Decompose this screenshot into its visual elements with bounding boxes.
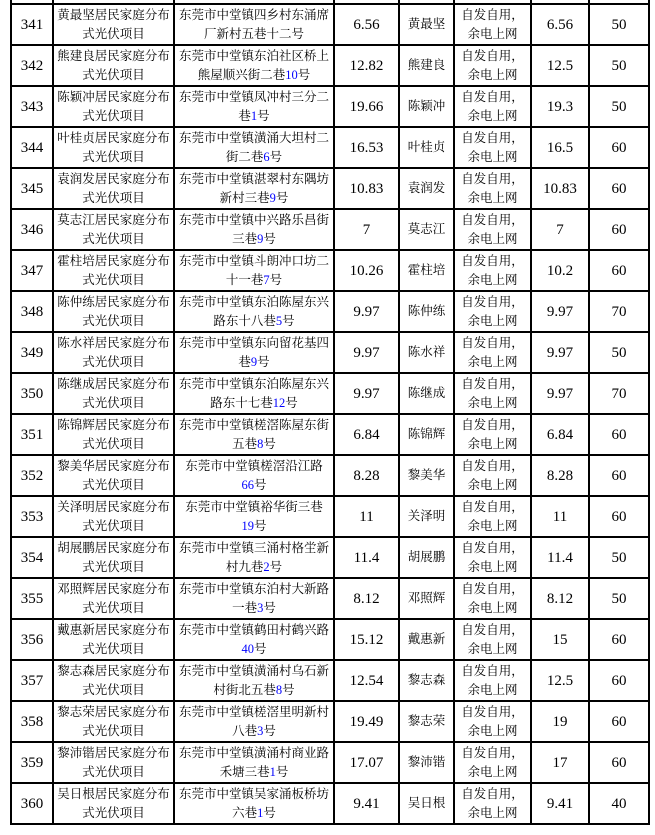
- mode-cell: [454, 209, 531, 250]
- mode-line2: 余电上网: [467, 477, 518, 492]
- grid-capacity-cell: 6.56: [531, 4, 589, 45]
- mode-cell: [454, 578, 531, 619]
- grid-capacity-cell: 12.5: [531, 660, 589, 701]
- owner-name-cell: 陈继成: [399, 373, 454, 414]
- value-cell: 60: [589, 496, 649, 537]
- value-cell: 60: [589, 250, 649, 291]
- index-cell: 352: [11, 455, 53, 496]
- mode-cell: [454, 701, 531, 742]
- address-house-number: [257, 232, 276, 246]
- address-cell: [174, 45, 334, 86]
- address-number-suffix: 号: [263, 600, 276, 615]
- value-cell: 60: [589, 168, 649, 209]
- address-cell: [174, 332, 334, 373]
- mode-cell: [454, 332, 531, 373]
- table-body: [11, 0, 649, 824]
- address-cell: [174, 578, 334, 619]
- grid-capacity-cell: 9.97: [531, 332, 589, 373]
- address-text: 东莞市中堂镇槎滘沿江路: [185, 458, 323, 473]
- value-cell: 60: [589, 414, 649, 455]
- address-text: 东莞市中堂镇中兴路乐昌街三巷: [178, 212, 329, 246]
- address-number-text: 8: [257, 436, 264, 451]
- address-text: 东莞市中堂镇槎滘里明新村八巷: [178, 704, 329, 738]
- index-cell: 356: [11, 619, 53, 660]
- address-house-number: [241, 478, 266, 492]
- address-text: 东莞市中堂镇斗朗冲口坊二十一巷: [178, 253, 329, 287]
- mode-cell: [454, 660, 531, 701]
- address-text: 东莞市中堂镇潢涌大坦村二街二巷: [178, 130, 329, 164]
- grid-capacity-cell: 15: [531, 619, 589, 660]
- address-text: 东莞市中堂镇东泊村大新路一巷: [178, 581, 329, 615]
- owner-name-cell: 邓照辉: [399, 578, 454, 619]
- mode-cell: [454, 86, 531, 127]
- address-cell: [174, 373, 334, 414]
- owner-name-cell: 黎沛锴: [399, 742, 454, 783]
- address-cell: [174, 455, 334, 496]
- table-row: [11, 373, 649, 414]
- project-name-cell: 黎沛锴居民家庭分布式光伏项目: [53, 742, 174, 783]
- mode-line2: 余电上网: [467, 272, 518, 287]
- address-number-suffix: 号: [285, 395, 298, 410]
- address-house-number: [276, 314, 295, 328]
- address-text: 东莞市中堂镇东泊陈屋东兴路东十八巷: [178, 294, 329, 328]
- capacity-cell: 11.4: [334, 537, 399, 578]
- table-row: [11, 168, 649, 209]
- mode-cell: [454, 414, 531, 455]
- address-house-number: [270, 765, 289, 779]
- capacity-cell: 9.97: [334, 291, 399, 332]
- table-row: [11, 742, 649, 783]
- mode-line2: 余电上网: [467, 600, 518, 615]
- project-name-cell: 黎志荣居民家庭分布式光伏项目: [53, 701, 174, 742]
- project-name-cell: 莫志江居民家庭分布式光伏项目: [53, 209, 174, 250]
- address-house-number: [257, 601, 276, 615]
- mode-cell: [454, 45, 531, 86]
- address-house-number: [251, 109, 270, 123]
- table-row: [11, 783, 649, 824]
- table-row: [11, 209, 649, 250]
- address-cell: [174, 86, 334, 127]
- table-row: [11, 291, 649, 332]
- value-cell: 50: [589, 86, 649, 127]
- mode-line1: 自发自用，: [461, 786, 524, 801]
- address-house-number: [241, 642, 266, 656]
- mode-cell: [454, 537, 531, 578]
- value-cell: 50: [589, 537, 649, 578]
- owner-name-cell: 吴日根: [399, 783, 454, 824]
- capacity-cell: 10.83: [334, 168, 399, 209]
- owner-name-cell: 陈锦辉: [399, 414, 454, 455]
- index-cell: 358: [11, 701, 53, 742]
- owner-name-cell: 黄最坚: [399, 4, 454, 45]
- address-text: 东莞市中堂镇凤冲村三分二巷: [178, 89, 329, 123]
- project-name-cell: 黎美华居民家庭分布式光伏项目: [53, 455, 174, 496]
- address-number-text: 10: [285, 67, 298, 82]
- owner-name-cell: 莫志江: [399, 209, 454, 250]
- index-cell: 349: [11, 332, 53, 373]
- mode-cell: [454, 373, 531, 414]
- address-number-text: 19: [241, 518, 254, 533]
- owner-name-cell: 黎志森: [399, 660, 454, 701]
- address-cell: [174, 250, 334, 291]
- mode-line2: 余电上网: [467, 559, 518, 574]
- address-number-text: 1: [269, 764, 276, 779]
- value-cell: 40: [589, 783, 649, 824]
- owner-name-cell: 黎美华: [399, 455, 454, 496]
- project-name-cell: 黎志森居民家庭分布式光伏项目: [53, 660, 174, 701]
- mode-line2: 余电上网: [467, 26, 518, 41]
- mode-cell: [454, 127, 531, 168]
- address-number-suffix: 号: [253, 477, 267, 492]
- address-number-text: 9: [257, 231, 264, 246]
- capacity-cell: 8.28: [334, 455, 399, 496]
- grid-capacity-cell: 9.97: [531, 291, 589, 332]
- index-cell: 343: [11, 86, 53, 127]
- address-text: 东莞市中堂镇鹤田村鹤兴路: [178, 622, 329, 637]
- address-number-suffix: 号: [253, 518, 267, 533]
- address-number-text: 8: [275, 682, 283, 697]
- grid-capacity-cell: 8.12: [531, 578, 589, 619]
- address-cell: [174, 783, 334, 824]
- project-name-cell: 戴惠新居民家庭分布式光伏项目: [53, 619, 174, 660]
- capacity-cell: 7: [334, 209, 399, 250]
- project-name-cell: 关泽明居民家庭分布式光伏项目: [53, 496, 174, 537]
- capacity-cell: 9.97: [334, 373, 399, 414]
- mode-line2: 余电上网: [467, 518, 518, 533]
- mode-cell: [454, 168, 531, 209]
- address-number-text: 2: [263, 559, 270, 574]
- mode-line2: 余电上网: [467, 354, 518, 369]
- owner-name-cell: 陈水祥: [399, 332, 454, 373]
- project-name-cell: 邓照辉居民家庭分布式光伏项目: [53, 578, 174, 619]
- mode-line2: 余电上网: [467, 805, 518, 820]
- index-cell: 347: [11, 250, 53, 291]
- project-name-cell: 叶桂贞居民家庭分布式光伏项目: [53, 127, 174, 168]
- address-cell: [174, 414, 334, 455]
- capacity-cell: 19.49: [334, 701, 399, 742]
- mode-line2: 余电上网: [467, 764, 518, 779]
- value-cell: 60: [589, 209, 649, 250]
- capacity-cell: 9.97: [334, 332, 399, 373]
- capacity-cell: 19.66: [334, 86, 399, 127]
- index-cell: 357: [11, 660, 53, 701]
- mode-line1: 自发自用，: [461, 376, 524, 391]
- index-cell: 351: [11, 414, 53, 455]
- mode-line1: 自发自用，: [461, 294, 524, 309]
- capacity-cell: 9.41: [334, 783, 399, 824]
- address-number-text: 40: [241, 641, 254, 656]
- project-name-cell: 陈继成居民家庭分布式光伏项目: [53, 373, 174, 414]
- project-name-cell: 陈仲练居民家庭分布式光伏项目: [53, 291, 174, 332]
- mode-cell: [454, 4, 531, 45]
- address-cell: [174, 660, 334, 701]
- grid-capacity-cell: 9.41: [531, 783, 589, 824]
- value-cell: 70: [589, 291, 649, 332]
- address-number-text: 9: [269, 190, 276, 205]
- mode-line1: 自发自用，: [461, 663, 524, 678]
- table-row: [11, 537, 649, 578]
- address-text: 东莞市中堂镇潢涌村乌石新村街北五巷: [178, 663, 329, 697]
- mode-cell: [454, 250, 531, 291]
- address-text: 东莞市中堂镇东泊陈屋东兴路东十七巷: [178, 376, 329, 410]
- mode-line1: 自发自用，: [461, 581, 524, 596]
- value-cell: 60: [589, 619, 649, 660]
- address-cell: [174, 168, 334, 209]
- owner-name-cell: 胡展鹏: [399, 537, 454, 578]
- capacity-cell: 10.26: [334, 250, 399, 291]
- table-row: [11, 619, 649, 660]
- capacity-cell: 15.12: [334, 619, 399, 660]
- owner-name-cell: 黎志荣: [399, 701, 454, 742]
- project-name-cell: 吴日根居民家庭分布式光伏项目: [53, 783, 174, 824]
- address-house-number: [263, 560, 282, 574]
- address-house-number: [257, 806, 276, 820]
- mode-line2: 余电上网: [467, 436, 518, 451]
- mode-line1: 自发自用，: [461, 704, 524, 719]
- mode-line2: 余电上网: [467, 190, 518, 205]
- mode-line1: 自发自用，: [461, 130, 524, 145]
- mode-cell: [454, 783, 531, 824]
- grid-capacity-cell: 19: [531, 701, 589, 742]
- mode-line1: 自发自用，: [461, 540, 524, 555]
- address-number-suffix: 号: [253, 641, 267, 656]
- table-row: [11, 127, 649, 168]
- address-number-text: 1: [250, 108, 258, 123]
- address-number-suffix: 号: [263, 436, 276, 451]
- mode-line1: 自发自用，: [461, 499, 524, 514]
- address-text: 东莞市中堂镇三涌村格坣新村九巷: [178, 540, 329, 574]
- mode-cell: [454, 742, 531, 783]
- owner-name-cell: 陈仲练: [399, 291, 454, 332]
- capacity-cell: 12.54: [334, 660, 399, 701]
- index-cell: 353: [11, 496, 53, 537]
- project-name-cell: 胡展鹏居民家庭分布式光伏项目: [53, 537, 174, 578]
- project-name-cell: 陈颖冲居民家庭分布式光伏项目: [53, 86, 174, 127]
- grid-capacity-cell: 6.84: [531, 414, 589, 455]
- capacity-cell: 8.12: [334, 578, 399, 619]
- grid-capacity-cell: 12.5: [531, 45, 589, 86]
- owner-name-cell: 陈颖冲: [399, 86, 454, 127]
- address-text: 东莞市中堂镇东向留花基四巷: [178, 335, 329, 369]
- address-cell: [174, 742, 334, 783]
- value-cell: 60: [589, 455, 649, 496]
- address-house-number: [241, 519, 266, 533]
- index-cell: 359: [11, 742, 53, 783]
- value-cell: 50: [589, 4, 649, 45]
- capacity-cell: 12.82: [334, 45, 399, 86]
- value-cell: 50: [589, 332, 649, 373]
- index-cell: 360: [11, 783, 53, 824]
- address-cell: [174, 701, 334, 742]
- address-cell: [174, 291, 334, 332]
- address-text: 东莞市中堂镇潢涌村商业路禾塘三巷: [178, 745, 329, 779]
- address-cell: [174, 496, 334, 537]
- table-row: [11, 414, 649, 455]
- address-number-suffix: 号: [275, 764, 289, 779]
- index-cell: 345: [11, 168, 53, 209]
- project-name-cell: 陈水祥居民家庭分布式光伏项目: [53, 332, 174, 373]
- address-text: 东莞市中堂镇四乡村东涌席厂新村五巷十二号: [178, 7, 329, 41]
- grid-capacity-cell: 11: [531, 496, 589, 537]
- mode-line1: 自发自用，: [461, 417, 524, 432]
- address-text: 东莞市中堂镇裕华街三巷: [185, 499, 323, 514]
- mode-cell: [454, 455, 531, 496]
- owner-name-cell: 关泽明: [399, 496, 454, 537]
- address-number-text: 7: [263, 272, 270, 287]
- address-number-text: 1: [257, 805, 264, 820]
- address-text: 东莞市中堂镇东泊社区桥上熊屋顺兴街二巷: [178, 48, 329, 82]
- index-cell: 342: [11, 45, 53, 86]
- owner-name-cell: 霍柱培: [399, 250, 454, 291]
- owner-name-cell: 袁润发: [399, 168, 454, 209]
- index-cell: 350: [11, 373, 53, 414]
- mode-line2: 余电上网: [467, 67, 518, 82]
- address-cell: [174, 537, 334, 578]
- address-house-number: [273, 396, 298, 410]
- capacity-cell: 6.84: [334, 414, 399, 455]
- pv-projects-table: [10, 0, 650, 825]
- address-house-number: [285, 68, 310, 82]
- mode-line1: 自发自用，: [461, 745, 524, 760]
- address-number-suffix: 号: [257, 354, 270, 369]
- value-cell: 50: [589, 578, 649, 619]
- capacity-cell: 17.07: [334, 742, 399, 783]
- grid-capacity-cell: 11.4: [531, 537, 589, 578]
- address-number-suffix: 号: [269, 149, 283, 164]
- address-house-number: [263, 150, 282, 164]
- table-row: [11, 4, 649, 45]
- address-number-text: 66: [241, 477, 254, 492]
- mode-line1: 自发自用，: [461, 253, 524, 268]
- address-text: 东莞市中堂镇槎滘陈屋东街五巷: [178, 417, 329, 451]
- table-row: [11, 701, 649, 742]
- mode-line2: 余电上网: [467, 149, 518, 164]
- address-house-number: [251, 355, 270, 369]
- table-row: [11, 496, 649, 537]
- index-cell: 348: [11, 291, 53, 332]
- mode-line1: 自发自用，: [461, 335, 524, 350]
- address-number-text: 3: [257, 600, 264, 615]
- address-text: 东莞市中堂镇吴家涌板桥坊六巷: [178, 786, 329, 820]
- project-name-cell: 陈锦辉居民家庭分布式光伏项目: [53, 414, 174, 455]
- mode-line2: 余电上网: [467, 108, 518, 123]
- mode-line2: 余电上网: [467, 395, 518, 410]
- address-number-suffix: 号: [282, 682, 295, 697]
- address-number-text: 5: [275, 313, 283, 328]
- mode-line1: 自发自用，: [461, 48, 524, 63]
- capacity-cell: 16.53: [334, 127, 399, 168]
- grid-capacity-cell: 19.3: [531, 86, 589, 127]
- table-row: [11, 660, 649, 701]
- project-name-cell: 袁润发居民家庭分布式光伏项目: [53, 168, 174, 209]
- mode-line1: 自发自用，: [461, 89, 524, 104]
- mode-line1: 自发自用，: [461, 458, 524, 473]
- mode-line1: 自发自用，: [461, 622, 524, 637]
- owner-name-cell: 戴惠新: [399, 619, 454, 660]
- table-row: [11, 332, 649, 373]
- mode-cell: [454, 619, 531, 660]
- grid-capacity-cell: 10.2: [531, 250, 589, 291]
- address-number-text: 3: [257, 723, 264, 738]
- project-name-cell: 熊建良居民家庭分布式光伏项目: [53, 45, 174, 86]
- address-number-suffix: 号: [263, 231, 276, 246]
- address-cell: [174, 4, 334, 45]
- address-number-suffix: 号: [263, 805, 276, 820]
- address-number-suffix: 号: [269, 559, 283, 574]
- mode-line1: 自发自用，: [461, 7, 524, 22]
- capacity-cell: 11: [334, 496, 399, 537]
- value-cell: 60: [589, 127, 649, 168]
- value-cell: 50: [589, 45, 649, 86]
- index-cell: 346: [11, 209, 53, 250]
- mode-line2: 余电上网: [467, 313, 518, 328]
- address-number-suffix: 号: [269, 272, 283, 287]
- address-cell: [174, 127, 334, 168]
- capacity-cell: 6.56: [334, 4, 399, 45]
- address-text: 东莞市中堂镇湛翠村东隅坊新村三巷: [178, 171, 329, 205]
- address-number-suffix: 号: [257, 108, 270, 123]
- grid-capacity-cell: 17: [531, 742, 589, 783]
- address-house-number: [276, 683, 295, 697]
- address-house-number: [263, 273, 282, 287]
- index-cell: 344: [11, 127, 53, 168]
- owner-name-cell: 熊建良: [399, 45, 454, 86]
- owner-name-cell: 叶桂贞: [399, 127, 454, 168]
- address-number-text: 9: [250, 354, 258, 369]
- mode-line1: 自发自用，: [461, 171, 524, 186]
- value-cell: 60: [589, 701, 649, 742]
- mode-cell: [454, 496, 531, 537]
- table-row: [11, 250, 649, 291]
- value-cell: 60: [589, 660, 649, 701]
- address-cell: [174, 209, 334, 250]
- table-row: [11, 45, 649, 86]
- table-row: [11, 455, 649, 496]
- address-house-number: [257, 724, 276, 738]
- address-house-number: [257, 437, 276, 451]
- address-number-suffix: 号: [275, 190, 289, 205]
- project-name-cell: 霍柱培居民家庭分布式光伏项目: [53, 250, 174, 291]
- address-house-number: [270, 191, 289, 205]
- address-number-suffix: 号: [297, 67, 311, 82]
- grid-capacity-cell: 16.5: [531, 127, 589, 168]
- index-cell: 354: [11, 537, 53, 578]
- index-cell: 341: [11, 4, 53, 45]
- address-cell: [174, 619, 334, 660]
- grid-capacity-cell: 7: [531, 209, 589, 250]
- grid-capacity-cell: 9.97: [531, 373, 589, 414]
- mode-line2: 余电上网: [467, 723, 518, 738]
- address-number-suffix: 号: [282, 313, 295, 328]
- value-cell: 60: [589, 742, 649, 783]
- address-number-text: 6: [263, 149, 270, 164]
- mode-line2: 余电上网: [467, 682, 518, 697]
- mode-line2: 余电上网: [467, 641, 518, 656]
- address-number-text: 12: [272, 395, 286, 410]
- mode-line1: 自发自用，: [461, 212, 524, 227]
- table-row: [11, 578, 649, 619]
- grid-capacity-cell: 10.83: [531, 168, 589, 209]
- index-cell: 355: [11, 578, 53, 619]
- mode-cell: [454, 291, 531, 332]
- grid-capacity-cell: 8.28: [531, 455, 589, 496]
- mode-line2: 余电上网: [467, 231, 518, 246]
- address-number-suffix: 号: [263, 723, 276, 738]
- table-row: [11, 86, 649, 127]
- value-cell: 70: [589, 373, 649, 414]
- project-name-cell: 黄最坚居民家庭分布式光伏项目: [53, 4, 174, 45]
